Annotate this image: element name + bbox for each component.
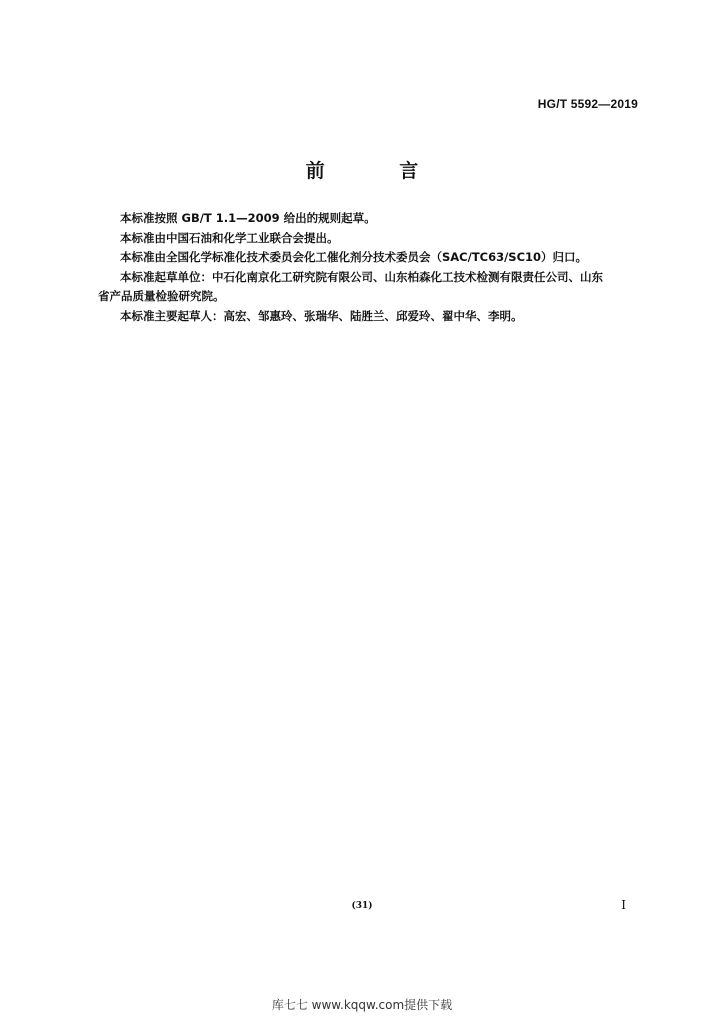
paragraph-proposer: 本标准由中国石油和化学工业联合会提出。 — [120, 230, 339, 245]
download-watermark: 库七七 www.kqqw.com提供下载 — [271, 998, 453, 1012]
paragraph-drafting-rules: 本标准按照 GB/T 1.1—2009 给出的规则起草。 — [120, 211, 376, 225]
paragraph-drafting-units-continued: 省产品质量检验研究院。 — [98, 289, 225, 303]
foreword-body — [98, 209, 640, 326]
standard-code: HG/T 5592—2019 — [537, 97, 638, 111]
page-number-mark: (31) — [351, 901, 373, 911]
page-title: 前 言 — [305, 160, 453, 182]
paragraph-drafting-units: 本标准起草单位：中石化南京化工研究院有限公司、山东柏森化工技术检测有限责任公司、山东 — [120, 269, 603, 284]
paragraph-main-drafters: 本标准主要起草人：高宏、邹惠玲、张瑞华、陆胜兰、邱爱玲、翟中华、李明。 — [120, 308, 523, 323]
roman-page-number: I — [621, 898, 626, 912]
paragraph-technical-committee: 本标准由全国化学标准化技术委员会化工催化剂分技术委员会（SAC/TC63/SC10）归口。 — [120, 250, 588, 264]
